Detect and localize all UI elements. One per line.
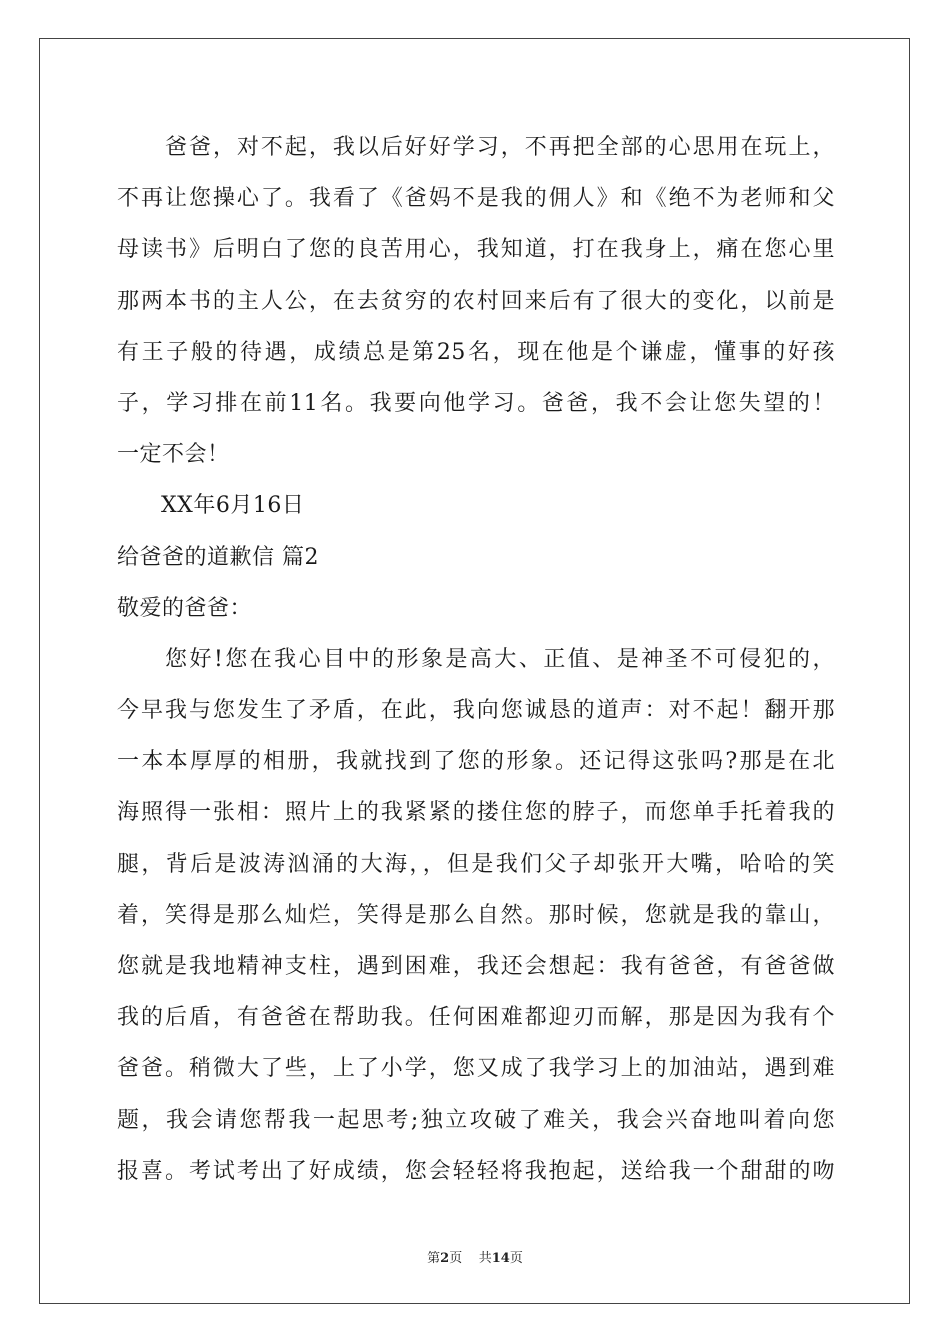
- paragraph-line: 爸爸，对不起，我以后好好学习，不再把全部的心思用在玩上，: [165, 135, 835, 160]
- paragraph-line: 海照得一张相：照片上的我紧紧的搂住您的脖子，而您单手托着我的: [117, 800, 835, 826]
- page-number-current: 2: [440, 1251, 450, 1266]
- paragraph-line: 今早我与您发生了矛盾，在此，我向您诚恳的道声：对不起！翻开那: [117, 698, 835, 724]
- page-unit: 页: [449, 1251, 463, 1266]
- paragraph-line: 一定不会！: [117, 442, 230, 468]
- paragraph-line: 那两本书的主人公，在去贫穷的农村回来后有了很大的变化，以前是: [117, 288, 835, 314]
- paragraph-line: 报喜。考试考出了好成绩，您会轻轻将我抱起，送给我一个甜甜的吻: [117, 1158, 835, 1184]
- document-body: [117, 122, 835, 1197]
- paragraph-line: 您就是我地精神支柱，遇到困难，我还会想起：我有爸爸，有爸爸做: [117, 954, 835, 979]
- paragraph-line: 爸爸。稍微大了些，上了小学，您又成了我学习上的加油站，遇到难: [117, 1056, 835, 1082]
- page-prefix: 第: [427, 1251, 441, 1266]
- date-line: XX年6月16日: [161, 493, 305, 519]
- paragraph-line: 子，学习排在前11名。我要向他学习。爸爸，我不会让您失望的！: [117, 390, 835, 416]
- paragraph-line: 有王子般的待遇，成绩总是第25名，现在他是个谦虚，懂事的好孩: [117, 339, 835, 365]
- paragraph-line: 题，我会请您帮我一起思考;独立攻破了难关，我会兴奋地叫着向您: [117, 1107, 835, 1133]
- page-number-total: 14: [491, 1251, 510, 1266]
- salutation: 敬爱的爸爸：: [117, 595, 253, 621]
- page-footer: [0, 1247, 950, 1266]
- total-prefix: 共: [478, 1251, 492, 1266]
- paragraph-line: 腿，背后是波涛汹涌的大海，，但是我们父子却张开大嘴，哈哈的笑: [117, 851, 835, 877]
- paragraph-line: 您好!您在我心目中的形象是高大、正值、是神圣不可侵犯的，: [165, 646, 835, 672]
- paragraph-line: 着，笑得是那么灿烂，笑得是那么自然。那时候，您就是我的靠山，: [117, 902, 835, 928]
- paragraph-line: 我的后盾，有爸爸在帮助我。任何困难都迎刃而解，那是因为我有个: [117, 1005, 835, 1031]
- paragraph-line: 不再让您操心了。我看了《爸妈不是我的佣人》和《绝不为老师和父: [117, 186, 835, 212]
- total-unit: 页: [509, 1251, 523, 1266]
- section-title: 给爸爸的道歉信 篇2: [117, 544, 319, 570]
- paragraph-line: 一本本厚厚的相册，我就找到了您的形象。还记得这张吗?那是在北: [117, 749, 835, 775]
- paragraph-line: 母读书》后明白了您的良苦用心，我知道，打在我身上，痛在您心里: [117, 237, 835, 263]
